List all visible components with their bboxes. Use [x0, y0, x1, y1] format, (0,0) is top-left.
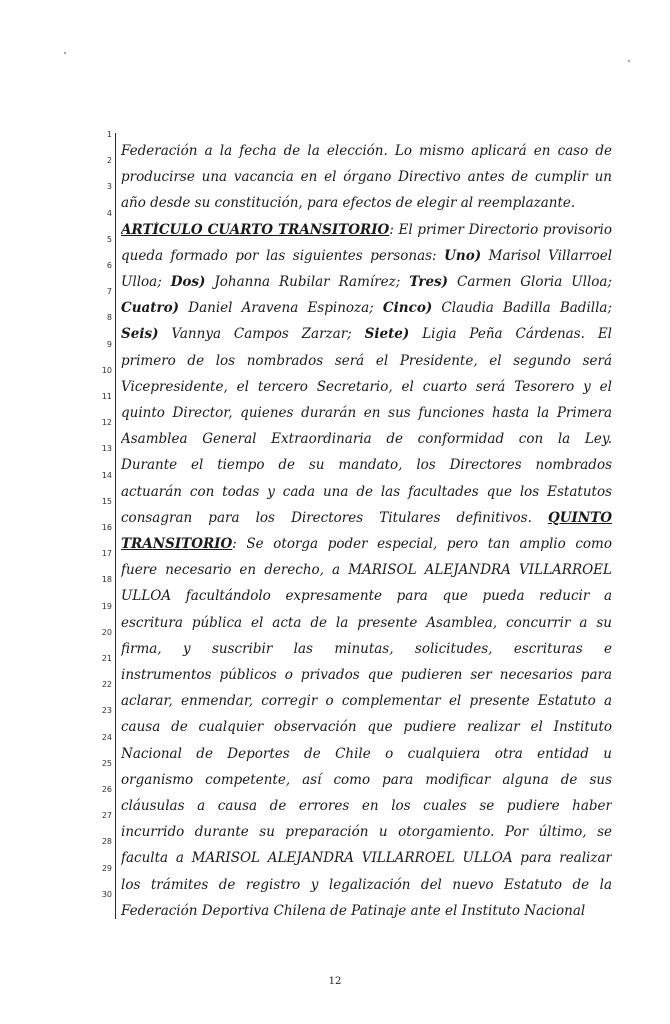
text-segment: : El primer Directorio provisorio	[389, 221, 612, 238]
text-line	[121, 746, 612, 762]
text-line	[121, 222, 612, 238]
text-segment: TRANSITORIO	[121, 536, 233, 552]
text-segment: Carmen Gloria Ulloa;	[448, 274, 612, 290]
text-segment: actuarán con todas y cada una de las facultades que los Estatutos	[121, 483, 612, 500]
line-number: 13	[101, 444, 112, 454]
text-segment: Vicepresidente, el tercero Secretario, el cuarto será Tesorero y el	[121, 378, 612, 395]
text-segment: fuere necesario en derecho, a MARISOL ALEJANDRA VILLARROEL	[121, 562, 612, 579]
text-segment: queda formado por las siguientes personas:	[121, 247, 445, 264]
line-number: 8	[106, 313, 112, 323]
text-line	[121, 615, 612, 631]
line-number: 1	[106, 130, 112, 139]
text-segment: Ulloa;	[121, 274, 171, 290]
text-segment: Asamblea General Extraordinaria de conformidad con la Ley.	[121, 431, 612, 448]
text-segment: ARTÍCULO CUARTO TRANSITORIO	[121, 221, 390, 238]
text-segment: aclarar, enmendar, corregir o complementar el presente Estatuto a	[121, 693, 612, 710]
text-segment: año desde su constitución, para efectos de elegir al reemplazante.	[121, 195, 576, 212]
text-line	[121, 169, 612, 185]
text-line	[121, 326, 612, 342]
text-segment: Federación Deportiva Chilena de Patinaje ante el Instituto Nacional	[121, 902, 586, 919]
line-number: 12	[101, 418, 112, 428]
text-line	[121, 772, 612, 788]
line-number: 24	[101, 732, 112, 742]
line-number: 14	[101, 470, 112, 480]
text-line	[121, 195, 612, 211]
text-segment: incurrido durante su preparación u otorgamiento. Por último, se	[121, 824, 612, 841]
line-number: 15	[101, 496, 112, 506]
text-segment: Siete)	[364, 326, 410, 343]
page-number: 12	[328, 976, 342, 987]
line-number: 20	[101, 627, 112, 637]
text-segment: Claudia Badilla Badilla;	[432, 300, 612, 317]
line-number: 18	[101, 575, 112, 585]
text-segment: Marisol Villarroel	[481, 247, 612, 264]
text-segment: ULLOA facultándolo expresamente para que pueda reducir a	[121, 588, 612, 605]
text-line	[121, 877, 612, 893]
text-segment: Federación a la fecha de la elección. Lo mismo aplicará en caso de	[121, 143, 612, 159]
text-segment: Cinco)	[382, 300, 433, 317]
line-number: 30	[101, 889, 112, 899]
line-number: 2	[106, 156, 112, 166]
margin-rule	[115, 133, 116, 919]
text-line	[121, 562, 612, 578]
text-line	[121, 693, 612, 709]
line-number: 21	[101, 654, 112, 663]
text-segment: firma, y suscribir las minutas, solicitudes, escrituras e	[121, 640, 612, 657]
text-line	[121, 379, 612, 395]
line-number: 6	[106, 261, 112, 270]
text-line	[121, 248, 612, 264]
text-segment: quinto Director, quienes durarán en sus funciones hasta la Primera	[121, 405, 612, 421]
text-line	[121, 484, 612, 500]
line-number: 16	[101, 523, 112, 532]
scan-speck	[64, 52, 66, 54]
text-line	[121, 719, 612, 735]
line-number: 5	[106, 234, 112, 244]
scan-speck	[628, 60, 630, 62]
text-segment: causa de cualquier observación que pudiere realizar el Instituto	[121, 719, 612, 736]
line-number: 3	[106, 182, 112, 192]
text-line	[121, 405, 612, 421]
text-segment: Tres)	[409, 274, 449, 290]
line-number: 23	[101, 706, 112, 716]
line-number: 17	[101, 549, 112, 559]
line-number: 27	[101, 811, 112, 821]
line-number: 26	[101, 785, 112, 794]
text-segment: primero de los nombrados será el Presidente, el segundo será	[121, 352, 612, 369]
text-line	[121, 143, 612, 159]
text-segment: Ligia Peña Cárdenas. El	[409, 326, 612, 343]
line-number: 4	[106, 208, 112, 218]
line-number: 25	[101, 758, 112, 768]
text-segment: QUINTO	[548, 509, 612, 526]
text-segment: Nacional de Deportes de Chile o cualquiera otra entidad u	[121, 745, 612, 762]
text-line	[121, 798, 612, 814]
text-segment: los trámites de registro y legalización del nuevo Estatuto de la	[121, 876, 612, 893]
text-segment: Johanna Rubilar Ramírez;	[205, 274, 410, 290]
text-segment: : Se otorga poder especial, pero tan amplio como	[232, 536, 612, 552]
text-segment: organismo competente, así como para modificar alguna de sus	[121, 771, 612, 788]
text-line	[121, 431, 612, 447]
line-number: 29	[101, 863, 112, 873]
text-segment: faculta a MARISOL ALEJANDRA VILLARROEL ULLOA para realizar	[121, 850, 612, 867]
line-number: 10	[101, 365, 112, 375]
text-segment: producirse una vacancia en el órgano Directivo antes de cumplir un	[121, 169, 612, 186]
text-line	[121, 588, 612, 604]
text-segment: Uno)	[444, 247, 482, 264]
text-segment: Seis)	[121, 326, 159, 343]
text-segment: instrumentos públicos o privados que pudieren ser necesarios para	[121, 667, 612, 683]
text-line	[121, 824, 612, 840]
line-number: 28	[101, 837, 112, 847]
text-segment: consagran para los Directores Titulares definitivos.	[121, 509, 548, 526]
text-line	[121, 667, 612, 683]
text-line	[121, 850, 612, 866]
text-line	[121, 274, 612, 290]
line-number: 11	[101, 392, 112, 401]
text-line	[121, 641, 612, 657]
text-line	[121, 300, 612, 316]
text-line	[121, 536, 612, 552]
text-line	[121, 457, 612, 473]
text-segment: Dos)	[170, 274, 206, 290]
text-segment: escritura pública el acta de la presente Asamblea, concurrir a su	[121, 614, 612, 631]
line-number: 19	[101, 601, 112, 611]
line-number: 9	[106, 339, 112, 349]
text-segment: Daniel Aravena Espinoza;	[179, 300, 383, 317]
text-line	[121, 510, 612, 526]
text-segment: Durante el tiempo de su mandato, los Directores nombrados	[121, 457, 612, 474]
text-line	[121, 353, 612, 369]
text-line	[121, 903, 612, 919]
text-segment: Cuatro)	[121, 300, 180, 317]
line-number: 22	[101, 680, 112, 690]
line-number: 7	[106, 287, 112, 297]
text-segment: Vannya Campos Zarzar;	[158, 326, 365, 343]
text-segment: cláusulas a causa de errores en los cuales se pudiere haber	[121, 798, 612, 814]
